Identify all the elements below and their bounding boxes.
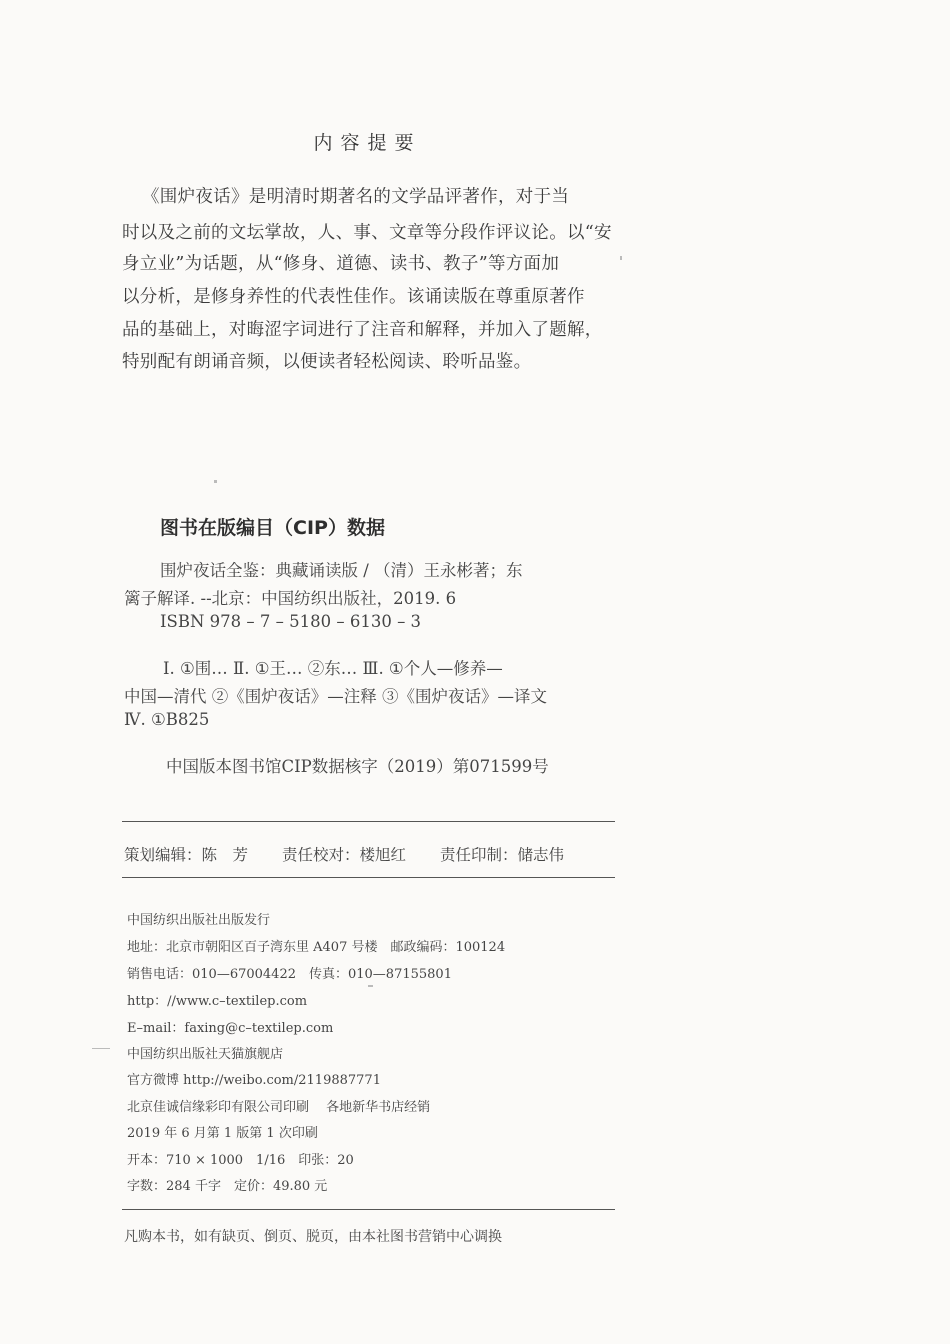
publisher-info-line: 字数：284 千字 定价：49.80 元 — [127, 1179, 328, 1194]
scan-speck — [368, 985, 373, 987]
publisher-info-line: 北京佳诚信缘彩印有限公司印刷 各地新华书店经销 — [127, 1100, 431, 1115]
cip-subject-line: 中国—清代 ②《围炉夜话》—注释 ③《围炉夜话》—译文 — [124, 687, 547, 706]
summary-line: 特别配有朗诵音频，以便读者轻松阅读、聆听品鉴。 — [122, 352, 532, 372]
cip-subject-line: Ⅰ. ①围… Ⅱ. ①王… ②东… Ⅲ. ①个人—修养— — [163, 659, 503, 678]
divider — [122, 877, 615, 878]
isbn: ISBN 978 – 7 – 5180 – 6130 – 3 — [160, 612, 422, 631]
summary-title: 内容提要 — [313, 132, 422, 154]
print-manager: 责任印制：储志伟 — [440, 846, 565, 864]
cip-verification-number: 中国版本图书馆CIP数据核字（2019）第071599号 — [166, 757, 549, 776]
publisher-info-line: 官方微博 http://weibo.com/2119887771 — [127, 1073, 381, 1088]
publisher-info-line: 开本：710 × 1000 1/16 印张：20 — [127, 1153, 354, 1168]
cip-heading: 图书在版编目（CIP）数据 — [160, 517, 385, 539]
cip-record-line: 围炉夜话全鉴：典藏诵读版 / （清）王永彬著；东 — [160, 561, 523, 580]
publisher-info-line: 2019 年 6 月第 1 版第 1 次印刷 — [127, 1126, 318, 1141]
publisher-info-line: 销售电话：010—67004422 传真：010—87155801 — [127, 967, 452, 982]
scan-speck — [214, 480, 217, 483]
divider — [122, 1209, 615, 1210]
divider — [122, 821, 615, 822]
publisher-info-line: 中国纺织出版社出版发行 — [127, 913, 271, 928]
scan-speck — [92, 1048, 110, 1049]
cip-subject-line: Ⅳ. ①B825 — [124, 710, 210, 729]
publisher-info-line: E–mail：faxing@c–textilep.com — [127, 1021, 334, 1036]
summary-line: 以分析，是修身养性的代表性佳作。该诵读版在尊重原著作 — [122, 287, 585, 307]
summary-line: 时以及之前的文坛掌故，人、事、文章等分段作评议论。以“安 — [122, 223, 612, 243]
summary-line: 《围炉夜话》是明清时期著名的文学品评著作，对于当 — [142, 187, 570, 207]
editorial-credits — [124, 843, 564, 865]
planning-editor: 策划编辑：陈 芳 — [124, 846, 249, 864]
cip-record-line: 篱子解译. --北京：中国纺织出版社，2019. 6 — [124, 589, 457, 608]
summary-line: 身立业”为话题，从“修身、道德、读书、教子”等方面加 — [122, 254, 560, 274]
replacement-notice: 凡购本书，如有缺页、倒页、脱页，由本社图书营销中心调换 — [124, 1229, 502, 1245]
scan-speck — [620, 256, 622, 260]
publisher-info-line: 中国纺织出版社天猫旗舰店 — [127, 1047, 284, 1062]
proofreader: 责任校对：楼旭红 — [282, 846, 407, 864]
publisher-info-line: 地址：北京市朝阳区百子湾东里 A407 号楼 邮政编码：100124 — [127, 940, 506, 955]
summary-line: 品的基础上，对晦涩字词进行了注音和解释，并加入了题解， — [122, 320, 603, 340]
publisher-info-line: http：//www.c–textilep.com — [127, 994, 308, 1009]
